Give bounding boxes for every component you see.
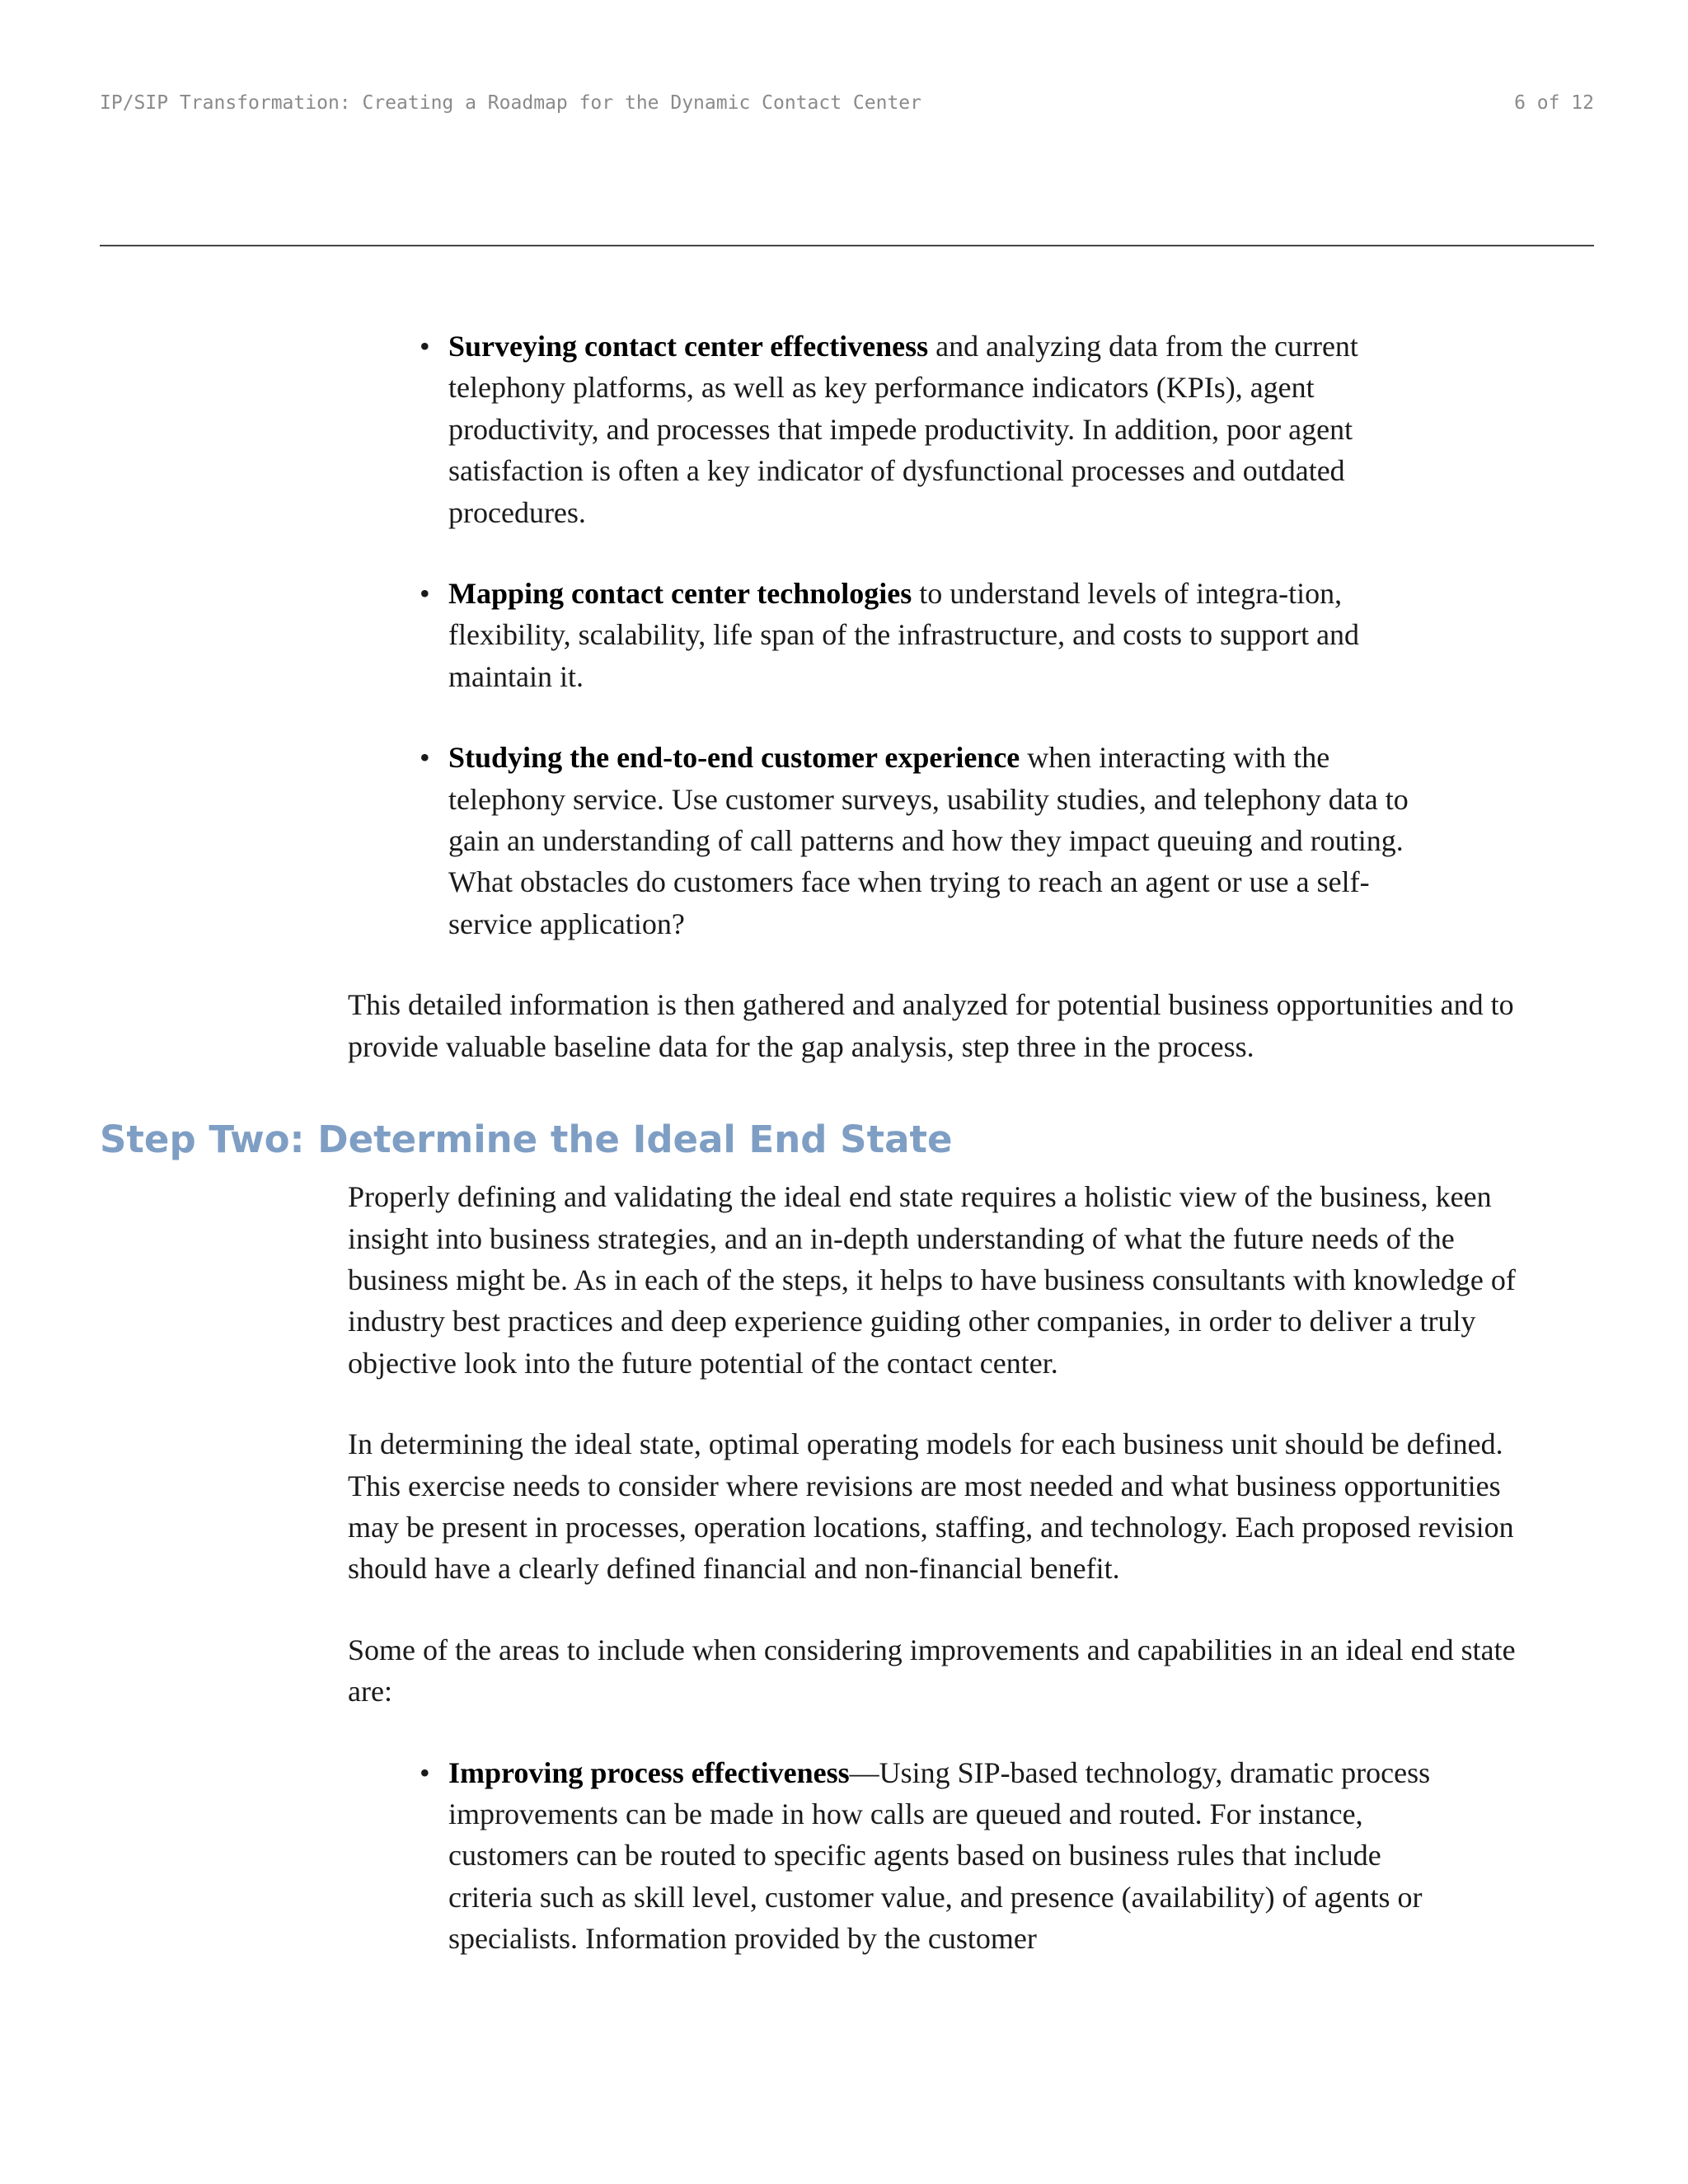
bullet-term: Mapping contact center technologies <box>448 577 912 611</box>
list-item <box>420 573 1442 697</box>
summary-paragraph: This detailed information is then gathered and analyzed for potential business opportunities and to provide valuable baseline data for the gap analysis, step three in the process. <box>348 988 1514 1063</box>
bullet-text: when interacting with the telephony service. Use customer surveys, usability studies, and telephony data to gain an understanding of call patterns and how they impact queuing and routing. What obstacles do customers face when trying to reach an agent or use a self-service application? <box>448 741 1409 940</box>
section-heading: Step Two: Determine the Ideal End State <box>100 1118 953 1162</box>
paragraph-spacer <box>0 1713 1688 1752</box>
page-indicator: 6 of 12 <box>1514 92 1594 114</box>
header-divider <box>100 245 1594 246</box>
bullet-icon: • <box>420 741 430 775</box>
paragraph-spacer <box>0 1384 1688 1423</box>
running-header <box>100 89 1594 122</box>
paragraph-spacer <box>0 944 1688 984</box>
bullet-icon: • <box>420 330 430 363</box>
document-title: IP/SIP Transformation: Creating a Roadmap for the Dynamic Contact Center <box>100 92 921 114</box>
assessment-bullet-list <box>0 326 1688 944</box>
bullet-icon: • <box>420 1755 430 1789</box>
bullet-term: Studying the end-to-end customer experience <box>448 741 1020 775</box>
end-state-bullet-list <box>0 1752 1688 1960</box>
list-spacer <box>0 697 1688 737</box>
body-paragraph: Some of the areas to include when considering improvements and capabilities in an ideal end state are: <box>348 1633 1516 1708</box>
list-item <box>420 737 1442 944</box>
bullet-text: and analyzing data from the current telephony platforms, as well as key performance indicators (KPIs), agent productivity, and processes that impede productivity. In addition, poor agent satisfaction is often a key indicator of dysfunctional processes and outdated procedures. <box>448 330 1358 529</box>
body-paragraph: Properly defining and validating the ideal end state requires a holistic view of the business, keen insight into business strategies, and an in-depth understanding of what the future needs of the business might be. As in each of the steps, it helps to have business consultants with knowledge of industry best practices and deep experience guiding other companies, in order to deliver a truly objective look into the future potential of the contact center. <box>348 1180 1516 1380</box>
list-item <box>420 1752 1442 1960</box>
bullet-term: Improving process effectiveness <box>448 1755 850 1789</box>
bullet-icon: • <box>420 577 430 611</box>
bullet-term: Surveying contact center effectiveness <box>448 330 929 363</box>
bullet-text: —Using SIP-based technology, dramatic process improvements can be made in how calls are queued and routed. For instance, customers can be routed to specific agents based on business rules that include criteria such as skill level, customer value, and presence (availability) of agents or specialists. Information provided by the customer <box>448 1755 1431 1956</box>
bullet-text: to understand levels of integra-tion, flexibility, scalability, life span of the infrastructure, and costs to support and maintain it. <box>448 577 1360 693</box>
page-body <box>0 326 1688 1960</box>
body-paragraph: In determining the ideal state, optimal operating models for each business unit should be defined. This exercise needs to consider where revisions are most needed and what business opportunities may be present in processes, operation locations, staffing, and technology. Each proposed revision should have a clearly defined financial and non-financial benefit. <box>348 1427 1514 1586</box>
list-spacer <box>0 533 1688 573</box>
paragraph-spacer <box>0 1590 1688 1629</box>
list-item <box>420 326 1442 533</box>
